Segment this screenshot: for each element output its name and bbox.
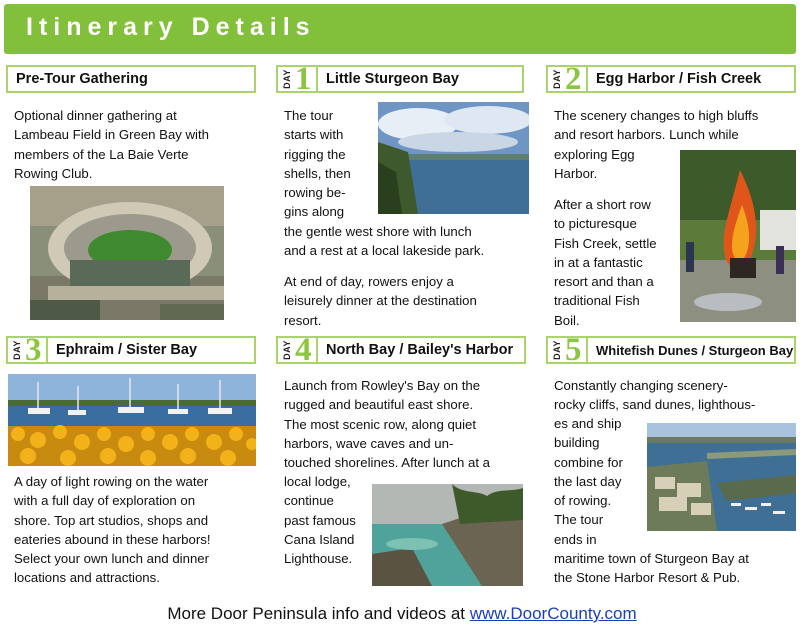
day-badge (6, 332, 48, 368)
text-line: harbors, wave caves and un- (284, 435, 454, 451)
text-line: resort. (284, 312, 322, 328)
text-line: Boil. (554, 312, 580, 328)
section-title: Ephraim / Sister Bay (56, 342, 198, 358)
text-line: in at a fantastic (554, 254, 643, 270)
text-line: resort and than a (554, 274, 654, 290)
text-line: At end of day, rowers enjoy a (284, 274, 454, 289)
text-line: locations and attractions. (14, 570, 160, 586)
fish-boil-photo (680, 150, 796, 322)
section-title: Whitefish Dunes / Sturgeon Bay (596, 343, 794, 358)
sturgeon-bay-photo (647, 423, 796, 531)
section-header-pretour (6, 65, 256, 93)
day-badge (546, 332, 588, 368)
section-header-day2 (546, 61, 796, 97)
text-line: members of the La Baie Verte (14, 146, 189, 162)
text-line: building (554, 435, 600, 451)
section-header-day4 (276, 332, 526, 368)
text-line: shells, then (284, 165, 351, 181)
section-header-day1 (276, 61, 524, 97)
day-number: 5 (565, 332, 582, 368)
text-line: rigging the (284, 146, 346, 162)
text-line: Optional dinner gathering at (14, 108, 177, 123)
text-line: Rowing Club. (14, 165, 93, 181)
day-badge (276, 332, 318, 368)
marina-flowers-photo (8, 374, 256, 466)
page-title: Itinerary Details (26, 13, 316, 41)
text-line: and a rest at a local lakeside park. (284, 243, 485, 259)
text-line: Constantly changing scenery- (554, 378, 728, 393)
day1-text-wrap (284, 106, 384, 222)
text-line: es and ship (554, 416, 622, 431)
text-line: Harbor. (554, 165, 598, 181)
text-line: gins along (284, 204, 345, 220)
day2-text-2 (554, 195, 679, 330)
text-line: The scenery changes to high bluffs (554, 108, 759, 123)
section-title: Pre-Tour Gathering (16, 71, 148, 87)
text-line: the last day (554, 473, 622, 489)
text-line: local lodge, (284, 474, 351, 489)
cave-point-photo (372, 484, 523, 586)
day1-text-2 (284, 272, 534, 330)
text-line: maritime town of Sturgeon Bay at (554, 551, 749, 566)
day-label: DAY (551, 340, 562, 360)
text-line: continue (284, 493, 334, 509)
day1-text (284, 222, 534, 261)
day-badge (546, 61, 588, 97)
text-line: Cana Island (284, 531, 355, 547)
text-line: shore. Top art studios, shops and (14, 512, 209, 528)
text-line: rowing be- (284, 185, 346, 201)
day5-text-2 (554, 414, 646, 549)
day4-text (284, 376, 534, 472)
day-number: 3 (25, 332, 42, 368)
day3-text (14, 472, 264, 588)
text-line: leisurely dinner at the destination (284, 293, 477, 309)
text-line: touched shorelines. After lunch at a (284, 455, 491, 471)
bay-photo (378, 102, 529, 214)
text-line: traditional Fish (554, 293, 640, 309)
text-line: of rowing. (554, 493, 612, 509)
text-line: Lighthouse. (284, 551, 353, 567)
section-header-day5 (546, 332, 796, 368)
footer (0, 604, 804, 624)
text-line: A day of light rowing on the water (14, 474, 209, 489)
day4-text-2 (284, 472, 374, 568)
website-link[interactable]: www.DoorCounty.com (469, 604, 637, 623)
day-label: DAY (551, 69, 562, 89)
day-label: DAY (11, 340, 22, 360)
text-line: exploring Egg (554, 146, 635, 162)
section-header-day3 (6, 332, 256, 368)
text-line: Lambeau Field in Green Bay with (14, 127, 209, 143)
text-line: starts with (284, 127, 344, 143)
text-line: Fish Creek, settle (554, 235, 657, 251)
text-line: rugged and beautiful east shore. (284, 397, 474, 413)
day5-text (554, 376, 799, 415)
text-line: the Stone Harbor Resort & Pub. (554, 570, 741, 586)
day-label: DAY (281, 340, 292, 360)
day-label: DAY (281, 69, 292, 89)
title-banner (4, 4, 796, 54)
section-title: Little Sturgeon Bay (326, 71, 459, 87)
text-line: The most scenic row, along quiet (284, 416, 477, 432)
section-title: Egg Harbor / Fish Creek (596, 71, 762, 87)
text-line: to picturesque (554, 216, 637, 232)
day-number: 1 (295, 61, 312, 97)
footer-text: More Door Peninsula info and videos at (167, 604, 470, 623)
text-line: After a short row (554, 197, 651, 212)
day-badge (276, 61, 318, 97)
day-number: 4 (295, 332, 312, 368)
stadium-photo (30, 186, 224, 320)
text-line: past famous (284, 512, 356, 528)
text-line: Launch from Rowley's Bay on the (284, 378, 481, 393)
text-line: Select your own lunch and dinner (14, 551, 210, 567)
day5-text-3 (554, 549, 799, 588)
text-line: rocky cliffs, sand dunes, lighthous- (554, 397, 756, 413)
section-title: North Bay / Bailey's Harbor (326, 342, 514, 358)
text-line: with a full day of exploration on (14, 493, 196, 509)
pretour-text (14, 106, 259, 183)
text-line: eateries abound in these harbors! (14, 531, 211, 547)
day-number: 2 (565, 61, 582, 97)
text-line: the gentle west shore with lunch (284, 224, 472, 239)
text-line: and resort harbors. Lunch while (554, 127, 739, 143)
text-line: The tour (284, 108, 334, 123)
text-line: combine for (554, 454, 623, 470)
text-line: The tour (554, 512, 604, 528)
text-line: ends in (554, 531, 597, 547)
